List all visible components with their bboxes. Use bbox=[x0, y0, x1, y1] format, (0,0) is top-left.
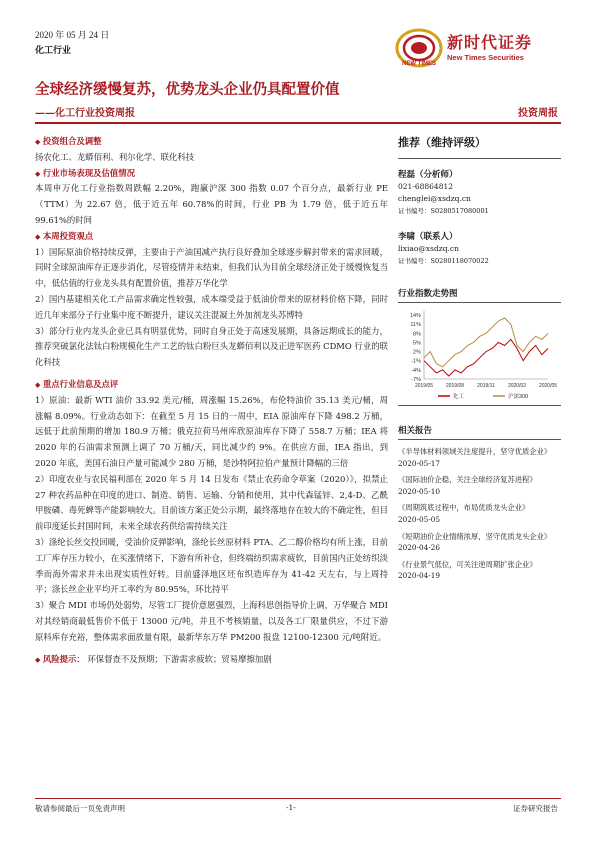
rating-label: 推荐（维持评级） bbox=[398, 128, 561, 159]
news-item-2: 2）印度农业与农民福利部在 2020 年 5 月 14 日发布《禁止农药命令草案（2020）》，拟禁止 27 种农药品种在印度的进口、制造、销售、运输、分销和使用，其中代森锰锌、2,4-D、乙酰甲胺磷、毒死蜱等产能影响较大。目前该方案正处公示期，最终落地存在较大的不确定性，但目前印度延长封国时间，未来全球农药供给需持续关注 bbox=[35, 473, 388, 532]
index-trend-chart bbox=[398, 303, 561, 403]
y-tick-label: -4% bbox=[411, 367, 421, 374]
section-risk-text: 环保督查不及预期；下游需求疲软；贸易摩擦加剧 bbox=[87, 653, 272, 664]
company-logo bbox=[395, 27, 565, 71]
related-report-title: 《短期油价企业情绪浓厚，坚守优质龙头企业》 bbox=[398, 531, 552, 541]
related-report-title: 《半导体材料领域关注度提升，坚守优质企业》 bbox=[398, 447, 552, 456]
chart-title: 行业指数走势图 bbox=[398, 287, 561, 303]
view-point-2: 2）国内基建相关化工产品需求确定性较强，成本端受益于低油价带来的原材料价格下降，同时近几年来部分子行业集中度不断提升，建议关注混凝土外加剂龙头苏博特 bbox=[35, 293, 388, 320]
logo-name-cn: 新时代证券 bbox=[447, 33, 533, 52]
x-tick-label: 2020/02 bbox=[507, 383, 527, 389]
logo-mark-icon bbox=[395, 27, 443, 69]
related-reports-title: 相关报告 bbox=[398, 424, 561, 440]
related-report-item[interactable] bbox=[398, 531, 561, 554]
x-tick-label: 2019/08 bbox=[445, 383, 465, 389]
analyst-2-cert: 证书编号：S0280118070022 bbox=[398, 257, 489, 265]
logo-name-en: New Times Securities bbox=[447, 53, 524, 62]
y-tick-label: 14% bbox=[409, 313, 421, 319]
x-tick-label: 2019/05 bbox=[414, 383, 434, 389]
section-portfolio-title: ◆ 投资组合及调整 bbox=[35, 134, 388, 150]
related-report-item[interactable] bbox=[398, 446, 561, 469]
analyst-2 bbox=[398, 231, 561, 267]
related-report-item[interactable] bbox=[398, 559, 561, 582]
related-reports-list bbox=[398, 446, 561, 582]
report-type: 投资周报 bbox=[518, 108, 558, 119]
analyst-2-email[interactable]: lixiao@xsdzq.cn bbox=[398, 244, 459, 253]
footer-report-label: 证券研究报告 bbox=[513, 804, 558, 813]
news-item-3: 3）涤纶长丝交投回暖，受油价反弹影响，涤纶长丝原材料 PTA、乙二醇价格均有所上涨，目前工厂库存压力较小，在买涨情绪下，下游有所补仓，但终端纺织需求疲软，目前国内正处纺织淡季而海外需求并未出现实质性好转。目前盛泽地区坯布织造库存为 41-42 天左右，与上周持平；涤长丝企业平均开工率约为 80.95%，环比持平 bbox=[35, 536, 388, 595]
report-title: 全球经济缓慢复苏，优势龙头企业仍具配置价值 bbox=[35, 81, 340, 98]
main-column bbox=[35, 134, 388, 667]
sidebar bbox=[398, 128, 561, 587]
related-report-date: 2020-05-05 bbox=[398, 514, 441, 524]
news-item-4: 3）聚合 MDI 市场仍处弱势，尽管工厂提价意愿强烈，上海科思创指导价上调，万华聚合 MDI 对其经销商最低售价不低于 13000 元/吨，并且不考核销量，以及各工厂限量供应，不过下游原料库存充裕，整体需求面放量有限，最新华东万华 PM200 报盘 12100-12300 元/吨附近。 bbox=[35, 600, 388, 642]
footer-disclaimer: 敬请参阅最后一页免责声明 bbox=[35, 804, 125, 813]
x-tick-label: 2019/11 bbox=[477, 383, 495, 389]
chart-bottom-rule bbox=[398, 405, 561, 406]
series-line-0 bbox=[424, 339, 548, 376]
analyst-1-phone: 021-68864812 bbox=[398, 182, 454, 191]
analyst-1-name: 程磊（分析师） bbox=[398, 170, 458, 180]
section-market-text: 本周申万化工行业指数周跌幅 2.20%，跑赢沪深 300 指数 0.07 个百分点，最新行业 PE（TTM）为 22.67 倍，低于近五年 60.78%的时间，行业 PB 为 1.79 倍，低于近五年 99.61%的时间 bbox=[35, 183, 388, 225]
y-tick-label: 11% bbox=[410, 322, 421, 329]
view-point-1: 1）国际原油价格持续反弹，主要由于产油国减产执行良好叠加全球逐步解封带来的需求回暖，同时全球原油库存正逐步消化，尽管疫情并未结束，但我们认为目前全球经济正处于缓慢恢复当中，低估值的行业龙头具有配置价值，推荐万华化学 bbox=[35, 246, 388, 289]
section-market-title: ◆ 行业市场表现及估值情况 bbox=[35, 166, 388, 182]
industry-label: 化工行业 bbox=[35, 46, 72, 56]
related-report-item[interactable] bbox=[398, 502, 561, 525]
related-report-title: 《国际油价企稳，关注全球经济复苏进程》 bbox=[398, 475, 537, 485]
header-rule bbox=[35, 122, 561, 124]
y-tick-label: 8% bbox=[413, 331, 421, 338]
legend-label: 化工 bbox=[453, 394, 465, 400]
section-risk-title: ◆ 风险提示： bbox=[35, 654, 85, 664]
report-date: 2020 年 05 月 24 日 bbox=[35, 30, 110, 40]
related-report-date: 2020-05-10 bbox=[398, 486, 441, 496]
related-report-date: 2020-04-19 bbox=[398, 571, 441, 581]
related-report-date: 2020-04-26 bbox=[398, 543, 441, 553]
news-item-1: 1）原油：最新 WTI 油价 33.92 美元/桶，周涨幅 15.26%，布伦特油价 35.13 美元/桶，周涨幅 8.09%。行业动态如下：在截至 5 月 15 日的一周中，EIA 原油库存下降 498.2 万桶，远低于此前预期的增加 180.9 万桶；俄克拉荷马州库欣原油库存下降了 558.7 万桶；IEA 将 2020 年的石油需求预测上调了 70 万桶/天，同比减少约 9%。在供应方面，IEA 指出，到 2020 年底，美国石油日产量可能减少 280 万桶，是沙特阿拉伯产量预计降幅的三倍 bbox=[35, 394, 388, 468]
analyst-2-name: 李啸（联系人） bbox=[398, 232, 458, 242]
section-news-title: ◆ 重点行业信息及点评 bbox=[35, 377, 388, 393]
x-tick-label: 2020/05 bbox=[538, 383, 558, 389]
logo-mark-text: NEW TIMES bbox=[402, 61, 436, 67]
risk-line bbox=[35, 652, 388, 668]
report-subtitle: ——化工行业投资周报 bbox=[35, 108, 135, 119]
view-point-3: 3）部分行业内龙头企业已具有明显优势，同时自身正处于高速发展期，具备远期成长的能力，推荐突破氯化法钛白粉规模化生产工艺的钛白粉巨头龙蟒佰利以及正进军医药 CDMO 行业的联化科技 bbox=[35, 325, 388, 368]
related-report-title: 《行业景气低位，可关注逆周期扩张企业》 bbox=[398, 559, 537, 569]
y-tick-label: -7% bbox=[411, 377, 421, 383]
analyst-1-cert: 证书编号：S0280517080001 bbox=[398, 207, 489, 215]
y-tick-label: -1% bbox=[411, 358, 421, 365]
legend-label: 沪深300 bbox=[508, 394, 529, 400]
related-report-title: 《周期筑底过程中，布局优质龙头企业》 bbox=[398, 503, 530, 513]
section-portfolio-text: 扬农化工、龙蟒佰利、利尔化学、联化科技 bbox=[35, 151, 195, 162]
series-line-1 bbox=[424, 318, 548, 367]
y-tick-label: 5% bbox=[413, 340, 421, 347]
page-number: -1- bbox=[286, 803, 296, 812]
related-report-date: 2020-05-17 bbox=[398, 458, 441, 468]
y-tick-label: 2% bbox=[413, 349, 421, 356]
related-report-item[interactable] bbox=[398, 474, 561, 497]
footer-rule bbox=[35, 798, 561, 799]
analyst-1 bbox=[398, 169, 561, 217]
analyst-1-email[interactable]: chenglei@xsdzq.cn bbox=[398, 194, 471, 203]
section-view-title: ◆ 本周投资观点 bbox=[35, 229, 388, 245]
